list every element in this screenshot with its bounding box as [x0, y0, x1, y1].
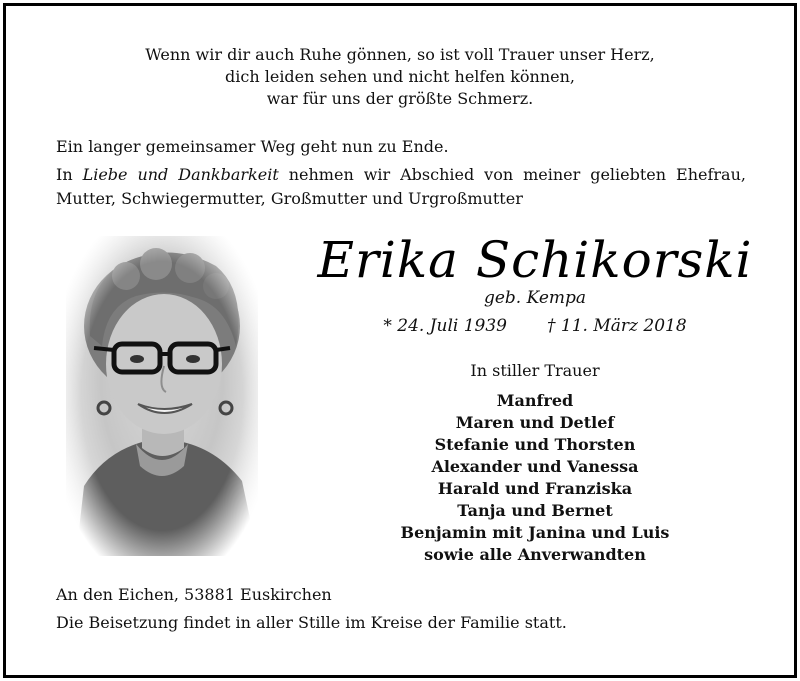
birth-name: geb. Kempa	[483, 288, 587, 308]
mourner-name: Alexander und Vanessa	[431, 457, 639, 476]
poem	[0, 44, 800, 110]
mourners-intro: In stiller Trauer	[470, 361, 600, 380]
mourner-name: sowie alle Anverwandten	[424, 545, 646, 564]
burial-note: Die Beisetzung findet in aller Stille im Kreise der Familie statt.	[56, 613, 567, 632]
mourner-name: Stefanie und Thorsten	[434, 435, 636, 454]
life-dates	[300, 314, 770, 338]
mourner-name: Maren und Detlef	[455, 413, 615, 432]
mourner-name: Tanja und Bernet	[457, 501, 613, 520]
death-date: † 11. März 2018	[547, 316, 687, 336]
farewell-prefix: In	[56, 165, 73, 184]
birth-date: * 24. Juli 1939	[383, 316, 507, 336]
poem-line-3: war für uns der größte Schmerz.	[266, 89, 534, 108]
farewell-emphasis: Liebe und Dankbarkeit	[82, 165, 279, 184]
portrait-photo	[66, 236, 258, 556]
mourners-block	[300, 360, 770, 566]
mourner-name: Benjamin mit Janina und Luis	[400, 523, 670, 542]
poem-line-2: dich leiden sehen und nicht helfen können,	[225, 67, 575, 86]
portrait-illustration	[66, 236, 258, 556]
deceased-name: Erika Schikorski	[317, 231, 753, 289]
farewell-rest: nehmen wir Abschied von meiner geliebten Ehefrau, Mutter, Schwiegermutter, Großmutter und Urgroßmutter	[56, 165, 746, 208]
poem-line-1: Wenn wir dir auch Ruhe gönnen, so ist voll Trauer unser Herz,	[145, 45, 655, 64]
farewell-paragraph	[56, 163, 746, 211]
mourner-name: Manfred	[496, 391, 574, 410]
address: An den Eichen, 53881 Euskirchen	[56, 585, 332, 604]
mourner-name: Harald und Franziska	[437, 479, 633, 498]
intro-line: Ein langer gemeinsamer Weg geht nun zu Ende.	[56, 137, 449, 156]
